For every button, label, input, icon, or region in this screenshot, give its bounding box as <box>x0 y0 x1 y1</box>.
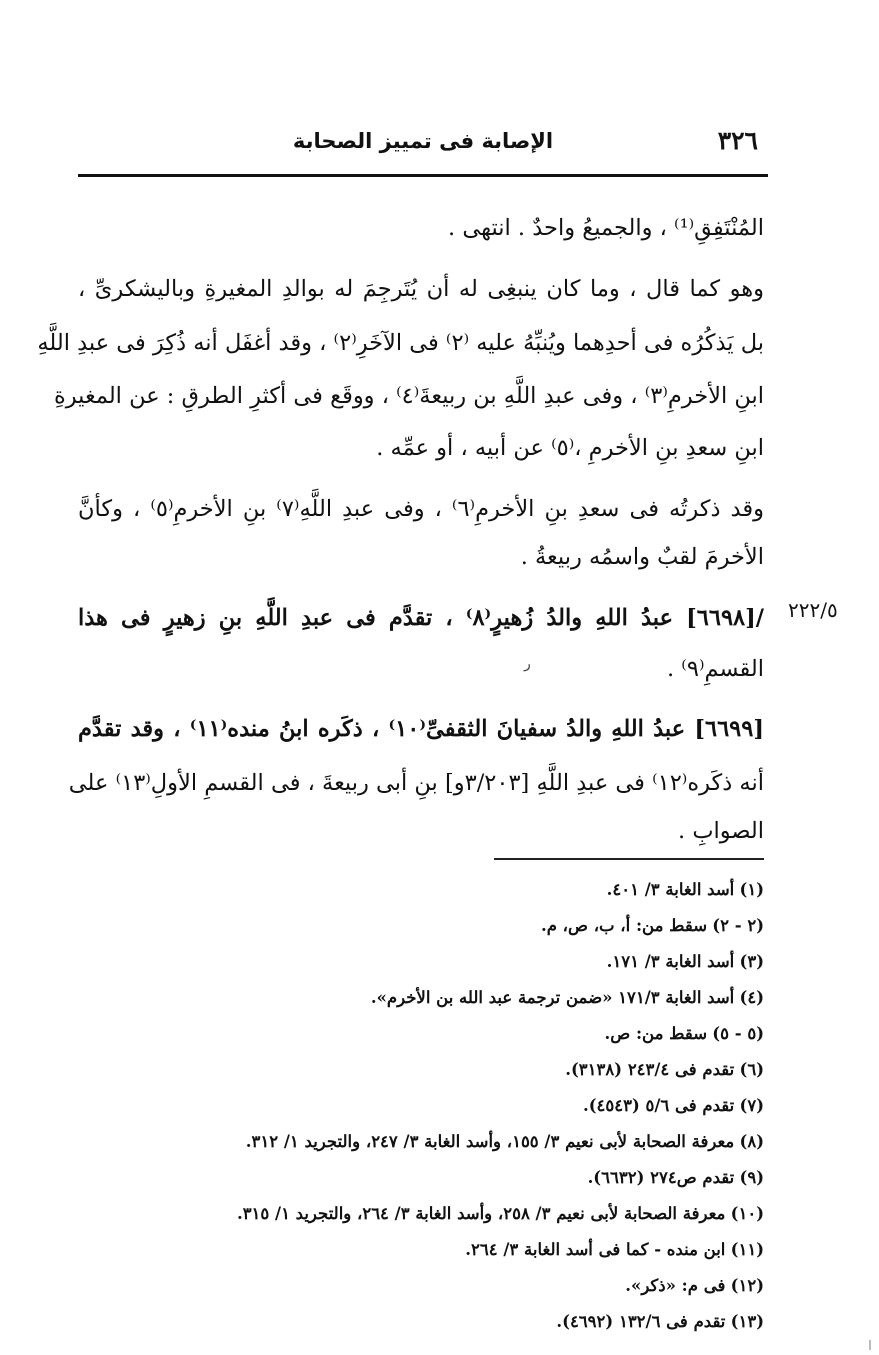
text-line: المُنْتَفِقِ⁽¹⁾ ، والجميعُ واحدٌ . انتهى . <box>448 215 764 241</box>
margin-reference: ٢٢٢/٥ <box>788 598 838 622</box>
page-number: ٣٢٦ <box>717 126 758 155</box>
footnote: (٣) أسد الغابة ٣/ ١٧١. <box>606 952 764 971</box>
running-title: الإصابة فى تمييز الصحابة <box>292 129 554 153</box>
footnote: (٨) معرفة الصحابة لأبى نعيم ٣/ ١٥٥، وأسد الغابة ٣/ ٢٤٧، والتجريد ١/ ٣١٢. <box>245 1132 764 1151</box>
footnote: (٦) تقدم فى ٢٤٣/٤ (٣١٣٨). <box>565 1060 764 1079</box>
footnote-rule <box>494 858 764 860</box>
text-line: القسمِ⁽٩⁾ . <box>667 656 764 682</box>
text-line: الأخرمَ لقبٌ واسمُه ربيعةُ . <box>520 544 764 570</box>
footnote: (٧) تقدم فى ٥/٦ (٤٥٤٣). <box>582 1096 764 1115</box>
text-line: أنه ذكَره⁽١٢⁾ فى عبدِ اللَّهِ [٣/٢٠٣و] بنِ أبى ربيعةَ ، فى القسمِ الأولِ⁽١٣⁾ على <box>68 770 764 796</box>
text-line: ابنِ سعدِ بنِ الأخرمِ ،⁽٥⁾ عن أبيه ، أو عمِّه . <box>376 435 764 461</box>
footnote: (١٠) معرفة الصحابة لأبى نعيم ٣/ ٢٥٨، وأسد الغابة ٣/ ٢٦٤، والتجريد ١/ ٣١٥. <box>236 1204 764 1223</box>
footnote: (١٣) تقدم فى ١٣٢/٦ (٤٦٩٢). <box>556 1312 764 1331</box>
text-line: ابنِ الأخرمِ⁽٣⁾ ، وفى عبدِ اللَّهِ بن ربيعةَ⁽٤⁾ ، ووقَع فى أكثرِ الطرقِ : عن المغيرةِ <box>53 383 764 409</box>
footnotes <box>64 872 764 1340</box>
text-line: الصوابِ . <box>678 818 764 844</box>
text-line: وقد ذكرتُه فى سعدِ بنِ الأخرمِ⁽٦⁾ ، وفى عبدِ اللَّهِ⁽٧⁾ بنِ الأخرمِ⁽٥⁾ ، وكأنَّ <box>78 496 764 522</box>
footnote: (٢ - ٢) سقط من: أ، ب، ص، م. <box>540 916 764 935</box>
footnote: (٤) أسد الغابة ١٧١/٣ «ضمن ترجمة عبد الله بن الأخرم». <box>370 988 764 1007</box>
entry-6698-heading: /[٦٦٩٨] عبدُ اللهِ والدُ زُهيرٍ⁽٨⁾ ، تقدَّم فى عبدِ اللَّهِ بنِ زهيرٍ فى هذا <box>78 605 764 631</box>
scan-edge-mark <box>869 1340 871 1350</box>
stray-mark: ر <box>524 656 531 672</box>
footnote: (٥ - ٥) سقط من: ص. <box>604 1024 764 1043</box>
footnote: (١) أسد الغابة ٣/ ٤٠١. <box>606 880 764 899</box>
main-text <box>37 0 764 860</box>
footnote: (١٢) فى م: «ذكر». <box>625 1276 764 1295</box>
entry-6699-heading: [٦٦٩٩] عبدُ اللهِ والدُ سفيانَ الثقفىِّ⁽١٠⁾ ، ذكَره ابنُ منده⁽١١⁾ ، وقد تقدَّم <box>78 716 764 742</box>
text-line: بل يَذكُرُه فى أحدِهما ويُنبِّهُ عليه ⁽٢⁾ فى الآخَرِ⁽٢⁾ ، وقد أغفَل أنه ذُكِرَ فى عبدِ اللَّهِ <box>37 330 764 356</box>
text-line: وهو كما قال ، وما كان ينبغِى له أن يُتَرجِمَ له بوالدِ المغيرةِ وباليشكرىِّ ، <box>78 276 764 302</box>
footnote: (٩) تقدم ص٢٧٤ (٦٦٣٢). <box>587 1168 764 1187</box>
footnote: (١١) ابن منده - كما فى أسد الغابة ٣/ ٢٦٤. <box>465 1240 764 1259</box>
